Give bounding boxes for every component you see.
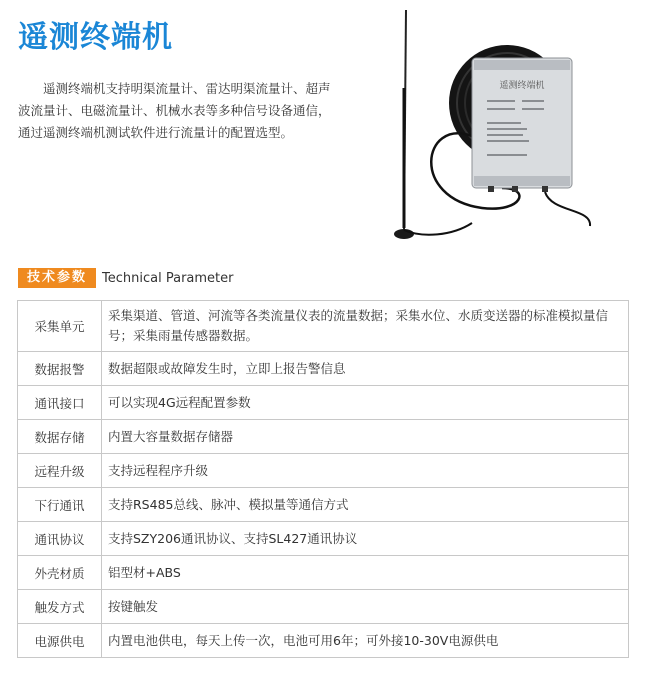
param-key: 外壳材质 [18, 556, 102, 590]
product-image [392, 8, 592, 248]
param-value: 数据超限或故障发生时，立即上报告警信息 [102, 352, 629, 386]
param-key: 通讯接口 [18, 386, 102, 420]
param-value: 按键触发 [102, 590, 629, 624]
param-key: 下行通讯 [18, 488, 102, 522]
section-tag: 技术参数 [18, 268, 96, 288]
param-key: 触发方式 [18, 590, 102, 624]
param-key: 数据报警 [18, 352, 102, 386]
table-row [18, 301, 629, 352]
param-key: 采集单元 [18, 301, 102, 352]
table-row [18, 386, 629, 420]
table-row [18, 522, 629, 556]
section-header [18, 268, 233, 288]
param-key: 远程升级 [18, 454, 102, 488]
param-value: 支持RS485总线、脉冲、模拟量等通信方式 [102, 488, 629, 522]
param-key: 通讯协议 [18, 522, 102, 556]
table-row [18, 420, 629, 454]
table-row [18, 590, 629, 624]
table-row [18, 488, 629, 522]
section-subtitle: Technical Parameter [102, 270, 234, 286]
params-table [17, 300, 629, 658]
param-key: 数据存储 [18, 420, 102, 454]
param-value: 支持SZY206通讯协议、支持SL427通讯协议 [102, 522, 629, 556]
table-row [18, 624, 629, 658]
param-value: 内置电池供电，每天上传一次，电池可用6年；可外接10-30V电源供电 [102, 624, 629, 658]
param-value: 可以实现4G远程配置参数 [102, 386, 629, 420]
param-value: 内置大容量数据存储器 [102, 420, 629, 454]
param-value: 铝型材+ABS [102, 556, 629, 590]
param-key: 电源供电 [18, 624, 102, 658]
intro-paragraph: 遥测终端机支持明渠流量计、雷达明渠流量计、超声波流量计、电磁流量计、机械水表等多种信号设备通信，通过遥测终端机测试软件进行流量计的配置选型。 [18, 81, 331, 140]
table-row [18, 556, 629, 590]
param-value: 支持远程程序升级 [102, 454, 629, 488]
table-row [18, 352, 629, 386]
device-label: 遥测终端机 [499, 81, 545, 91]
page-title: 遥测终端机 [18, 20, 173, 55]
table-row [18, 454, 629, 488]
telemetry-terminal-illustration [392, 8, 592, 248]
param-value: 采集渠道、管道、河流等各类流量仪表的流量数据；采集水位、水质变送器的标准模拟量信号；采集雨量传感器数据。 [102, 301, 629, 352]
